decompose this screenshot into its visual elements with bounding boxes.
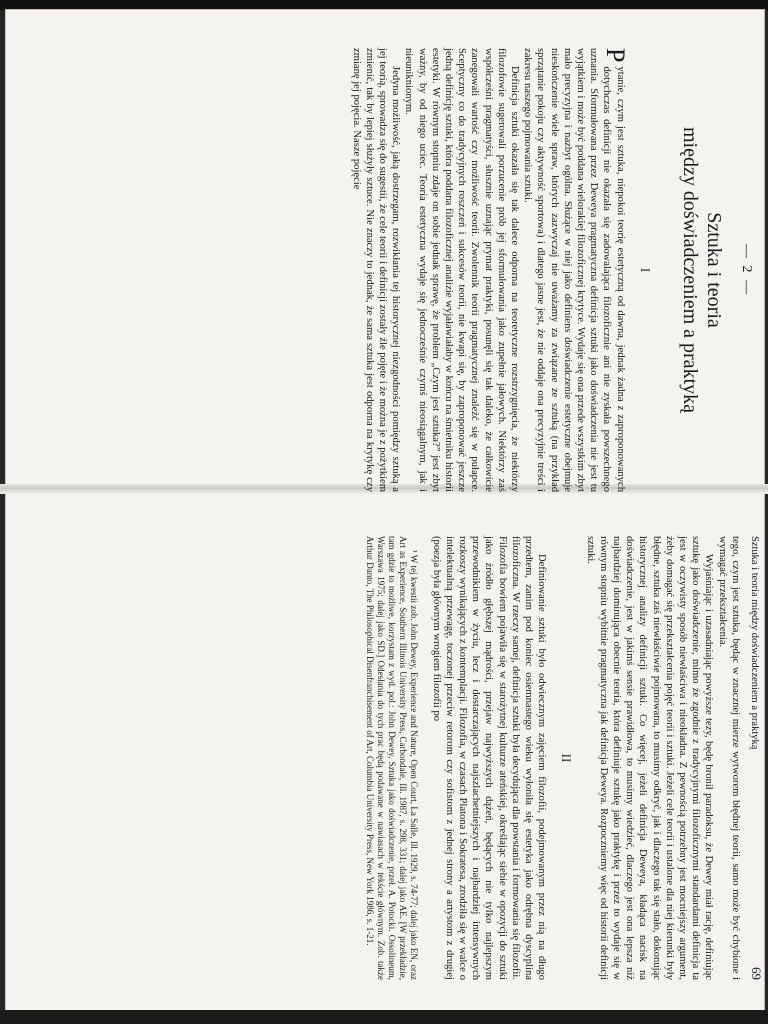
paragraph: tego, czym jest sztuka, będąc w znacznej mierze wytworem błędnej teorii, samo może być chybione i wymagać przekształcenia. bbox=[716, 536, 741, 980]
paragraph: Definicja sztuki okazała się tak dalece odporna na teoretyczne rozstrzygnięcia, że niektórzy filozofowie sugerowali porzucenie prób jej sformułowania jako zupełnie jałowych. Niektórzy zaś współcześni pragmatyści, słusznie uznając prymat praktyki, posunęli się tak daleko, że całkowicie zanegowali wartość czy możliwość teorii. Zwolennik teorii pragmatycznej znaleźć się w pułapce. Sceptyczny co do tradycyjnych roszczeń i sukcesów teorii, nie kwapi się, by zaproponować jeszcze jedną definicję sztuki, która poddana filozoficznej analizie wyjaławiałaby w końcu na śmietniku historii estetyki. W równym stopniu zdaje on sobie jednak sprawę, że problem „Czym jest sztuka?” jest zbyt ważny, by od niego uciec. Teoria estetyczna wydaje się jednocześnie czymś nieosiągalnym, jak i nieuniknionym. bbox=[403, 48, 520, 492]
paragraph: Jedyna możliwość, jaką dostrzegam, rozwikłania tej historycznej niezgodności pomiędzy sztuką a jej teorią, sprowadza się do sugestii, że cele teorii i definicji zostały źle pojęte i że można je z pożytkiem zmienić, tak by lepiej służyły sztuce. Nie znaczy to jednak, że sama sztuka jest odporna na krytykę czy zmianę jej pojęcia. Nasze pojęcie bbox=[350, 48, 402, 492]
chapter-title-line2: między doświadczeniem a praktyką bbox=[678, 127, 701, 413]
chapter-title bbox=[678, 48, 726, 492]
paragraph bbox=[521, 48, 630, 492]
paragraph: Definiowanie sztuki było odwiecznym zajęciem filozofii, podejmowanym przez nią na długo przedtem, zanim pod koniec osiemnastego wieku wyłoniła się estetyka jako odrębna dyscyplina filozoficzna. W rzeczy samej, definicja sztuki była decydująca dla powstania i formowania się filozofii. Filozofia bowiem pojawiła się w starożytnej kulturze ateńskiej, określając siebie w opozycji do sztuki jako źródło głębszej mądrości, przejaw najwyższych dążeń, będących nie tylko najlepszym przewodnikiem w życiu, lecz i dostarczających najszlachetniejszych i najbardziej intensywnych rozkoszy wynikających z kontemplacji. Filozofia, w czasach Platona i Sokratesa, zrodziła się w walce o intelektualną przewagę, toczonej przeciw retorom czy sofistom z jednej strony a artystom z drugiej (poezja była głównym wrogiem filozofii po bbox=[430, 536, 548, 980]
paragraph-text: ytanie, czym jest sztuka, niepokoi teorię estetyczną od dawna, jednak żadna z zaproponowanych dotychczas definicji nie okazała się zadowalająca filozoficznie ani nie zyskała powszechnego uznania. Sformułowana przez Deweya pragmatyczna definicja sztuki jako doświadczenia nie jest tu wyjątkiem i może być poddana wielorakiej filozoficznej krytyce. Wydaje się ona przede wszystkim zbyt mało precyzyjna i nazbyt ogólna. Służące w niej jako definiens doświadczenie estetyczne obejmuje nieskończenie wiele spraw, których zazwyczaj nie uważamy za związane ze sztuką (na przykład sprzątanie pokoju czy aktywność sportowa) i dlatego jasne jest, że nie oddaje ona precyzyjnie treści i zakresu naszego pojmowania sztuki. bbox=[522, 48, 626, 492]
page-number: 69 bbox=[749, 967, 764, 980]
chapter-number: — 2 — bbox=[739, 244, 754, 296]
running-head-title: Sztuka i teoria między doświadczeniem a praktyką bbox=[749, 536, 760, 750]
scan-top-edge bbox=[0, 0, 768, 10]
drop-cap: P bbox=[600, 48, 630, 63]
footnote: ¹ W tej kwestii zob. John Dewey, Experience and Nature, Open Court, La Salle, Ill. 1929, s. 74-77; dalej jako EN, oraz Art as Experience, Southern Illinois University Press, Carbondale, Ill. 1987, s. 298, 331; dalej jako AE. [W przekładzie, tam gdzie to możliwe, korzystam z wyd. pol.: John Dewey, Sztuka jako doświadczenie, przeł. A. Potocki. Ossolineum, Warszawa 1975; dalej jako SD.] Odesłania do tych prac będą podawane w nawiasach w tekście głównym. Zob. także Arthur Danto, The Philosophical Disenfranchisement of Art, Columbia University Press, New York 1986, s. 1-21. bbox=[365, 536, 420, 980]
chapter-opening-page bbox=[45, 34, 768, 504]
page-69 bbox=[45, 522, 768, 992]
chapter-title-line1: Sztuka i teoria bbox=[702, 212, 725, 328]
section-heading-2: II bbox=[559, 753, 575, 763]
paragraph: Wyjaśniając i uzasadniając powyższe tezy, będę bronił paradoksu, że Dewey miał rację, definiując sztukę jako doświadczenie, mimo że zgodnie z tradycyjnymi filozoficznymi standardami definicja ta jest w oczywisty sposób niewłaściwa i nieokładna. Z pewnością potrzebny jest mocniejszy argument, żeby domagać się przekształcenia pojęć teorii i sztuki. Jeżeli cele teorii i ustalone dla niej kierunki były błędne, sztuka zaś niewłaściwie pojmowana, to musimy odkryć, jak i dlaczego tak się stało, dokonując historycznej analizy definicji sztuki. Co więcej, jeżeli definicja Deweya, kładąca nacisk na doświadczenie, jest w jakimś sensie prawidłowa, to musimy wiedzieć, dlaczego jest ona lepsza niż najbardziej dominująca obecnie teoria, która definiuje sztukę jako praktykę i przez to wydaje się w równym stopniu wybitnie pragmatyczna jak definicja Deweya. Rozpoczniemy więc od historii definicji sztuki. bbox=[584, 536, 715, 980]
running-head bbox=[748, 536, 763, 980]
scan-bottom-edge bbox=[0, 1010, 768, 1024]
section-heading-1: I bbox=[637, 267, 653, 273]
